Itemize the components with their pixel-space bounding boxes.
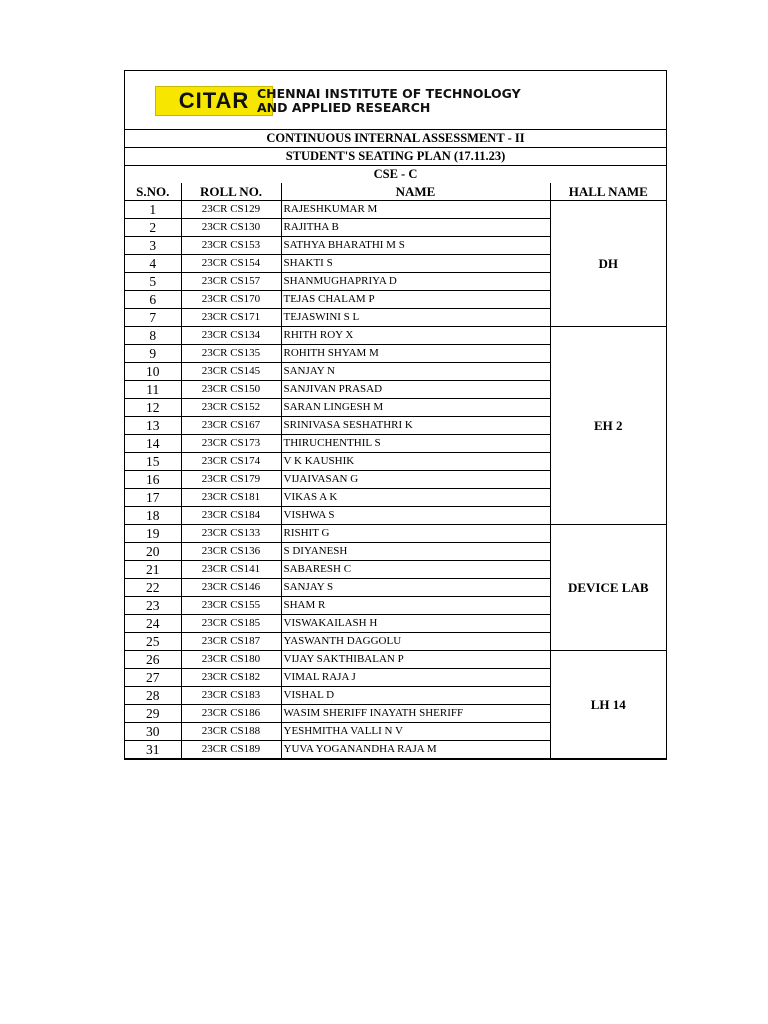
name-cell: VIJAIVASAN G — [281, 471, 550, 489]
sno-cell: 23 — [125, 597, 181, 615]
name-cell: YESHMITHA VALLI N V — [281, 723, 550, 741]
name-cell: SANJAY S — [281, 579, 550, 597]
hall-name-cell: DEVICE LAB — [550, 525, 666, 651]
sno-cell: 6 — [125, 291, 181, 309]
table-row — [125, 327, 666, 345]
seating-plan-title: STUDENT'S SEATING PLAN (17.11.23) — [125, 148, 666, 166]
citar-logo: CITAR — [155, 86, 273, 116]
roll-cell: 23CR CS180 — [181, 651, 281, 669]
name-cell: SATHYA BHARATHI M S — [281, 237, 550, 255]
sno-cell: 5 — [125, 273, 181, 291]
name-cell: RISHIT G — [281, 525, 550, 543]
sno-cell: 10 — [125, 363, 181, 381]
sno-cell: 13 — [125, 417, 181, 435]
institute-name — [257, 87, 521, 115]
roll-cell: 23CR CS187 — [181, 633, 281, 651]
sno-cell: 19 — [125, 525, 181, 543]
roll-cell: 23CR CS146 — [181, 579, 281, 597]
sno-cell: 16 — [125, 471, 181, 489]
hall-name-cell: DH — [550, 201, 666, 327]
roll-cell: 23CR CS170 — [181, 291, 281, 309]
name-cell: VISHAL D — [281, 687, 550, 705]
name-cell: RAJESHKUMAR M — [281, 201, 550, 219]
name-cell: RHITH ROY X — [281, 327, 550, 345]
hall-name-cell: LH 14 — [550, 651, 666, 759]
sno-cell: 8 — [125, 327, 181, 345]
name-cell: TEJAS CHALAM P — [281, 291, 550, 309]
roll-cell: 23CR CS173 — [181, 435, 281, 453]
class-title: CSE - C — [373, 167, 418, 181]
roll-cell: 23CR CS189 — [181, 741, 281, 759]
name-cell: VIJAY SAKTHIBALAN P — [281, 651, 550, 669]
roll-cell: 23CR CS182 — [181, 669, 281, 687]
institute-header — [125, 71, 666, 130]
name-cell: SARAN LINGESH M — [281, 399, 550, 417]
roll-cell: 23CR CS184 — [181, 507, 281, 525]
name-cell: YASWANTH DAGGOLU — [281, 633, 550, 651]
name-cell: SHAKTI S — [281, 255, 550, 273]
sno-cell: 11 — [125, 381, 181, 399]
roll-cell: 23CR CS157 — [181, 273, 281, 291]
table-header-row — [125, 183, 666, 201]
col-header-hall: HALL NAME — [550, 183, 666, 201]
sno-cell: 24 — [125, 615, 181, 633]
roll-cell: 23CR CS186 — [181, 705, 281, 723]
roll-cell: 23CR CS188 — [181, 723, 281, 741]
sno-cell: 3 — [125, 237, 181, 255]
sno-cell: 25 — [125, 633, 181, 651]
roll-cell: 23CR CS141 — [181, 561, 281, 579]
roll-cell: 23CR CS154 — [181, 255, 281, 273]
roll-cell: 23CR CS183 — [181, 687, 281, 705]
roll-cell: 23CR CS171 — [181, 309, 281, 327]
sno-cell: 9 — [125, 345, 181, 363]
roll-cell: 23CR CS136 — [181, 543, 281, 561]
sno-cell: 2 — [125, 219, 181, 237]
col-header-name: NAME — [281, 183, 550, 201]
name-cell: SANJAY N — [281, 363, 550, 381]
seating-plan-sheet — [124, 70, 667, 760]
sno-cell: 7 — [125, 309, 181, 327]
roll-cell: 23CR CS153 — [181, 237, 281, 255]
roll-cell: 23CR CS133 — [181, 525, 281, 543]
sno-cell: 28 — [125, 687, 181, 705]
table-row — [125, 525, 666, 543]
sno-cell: 14 — [125, 435, 181, 453]
roll-cell: 23CR CS167 — [181, 417, 281, 435]
sno-cell: 15 — [125, 453, 181, 471]
sno-cell: 30 — [125, 723, 181, 741]
name-cell: V K KAUSHIK — [281, 453, 550, 471]
name-cell: WASIM SHERIFF INAYATH SHERIFF — [281, 705, 550, 723]
roll-cell: 23CR CS152 — [181, 399, 281, 417]
roll-cell: 23CR CS134 — [181, 327, 281, 345]
assessment-title: CONTINUOUS INTERNAL ASSESSMENT - II — [125, 130, 666, 148]
roll-cell: 23CR CS155 — [181, 597, 281, 615]
name-cell: S DIYANESH — [281, 543, 550, 561]
roll-cell: 23CR CS135 — [181, 345, 281, 363]
table-row — [125, 651, 666, 669]
seating-table — [125, 183, 666, 759]
sno-cell: 22 — [125, 579, 181, 597]
name-cell: TEJASWINI S L — [281, 309, 550, 327]
roll-cell: 23CR CS185 — [181, 615, 281, 633]
roll-cell: 23CR CS145 — [181, 363, 281, 381]
sno-cell: 4 — [125, 255, 181, 273]
table-row — [125, 201, 666, 219]
name-cell: SHANMUGHAPRIYA D — [281, 273, 550, 291]
institute-name-line2: AND APPLIED RESEARCH — [257, 100, 431, 115]
sno-cell: 31 — [125, 741, 181, 759]
institute-name-line1: CHENNAI INSTITUTE OF TECHNOLOGY — [257, 86, 521, 101]
roll-cell: 23CR CS130 — [181, 219, 281, 237]
sno-cell: 17 — [125, 489, 181, 507]
roll-cell: 23CR CS181 — [181, 489, 281, 507]
sno-cell: 29 — [125, 705, 181, 723]
sno-cell: 26 — [125, 651, 181, 669]
name-cell: RAJITHA B — [281, 219, 550, 237]
sno-cell: 18 — [125, 507, 181, 525]
sno-cell: 27 — [125, 669, 181, 687]
roll-cell: 23CR CS174 — [181, 453, 281, 471]
name-cell: SABARESH C — [281, 561, 550, 579]
name-cell: THIRUCHENTHIL S — [281, 435, 550, 453]
name-cell: SHAM R — [281, 597, 550, 615]
sno-cell: 21 — [125, 561, 181, 579]
col-header-sno: S.NO. — [125, 183, 181, 201]
name-cell: VIKAS A K — [281, 489, 550, 507]
name-cell: VISWAKAILASH H — [281, 615, 550, 633]
sno-cell: 20 — [125, 543, 181, 561]
name-cell: SANJIVAN PRASAD — [281, 381, 550, 399]
name-cell: VISHWA S — [281, 507, 550, 525]
name-cell: SRINIVASA SESHATHRI K — [281, 417, 550, 435]
col-header-roll: ROLL NO. — [181, 183, 281, 201]
name-cell: VIMAL RAJA J — [281, 669, 550, 687]
hall-name-cell: EH 2 — [550, 327, 666, 525]
name-cell: ROHITH SHYAM M — [281, 345, 550, 363]
roll-cell: 23CR CS179 — [181, 471, 281, 489]
table-body — [125, 201, 666, 759]
name-cell: YUVA YOGANANDHA RAJA M — [281, 741, 550, 759]
sno-cell: 12 — [125, 399, 181, 417]
roll-cell: 23CR CS129 — [181, 201, 281, 219]
roll-cell: 23CR CS150 — [181, 381, 281, 399]
sno-cell: 1 — [125, 201, 181, 219]
